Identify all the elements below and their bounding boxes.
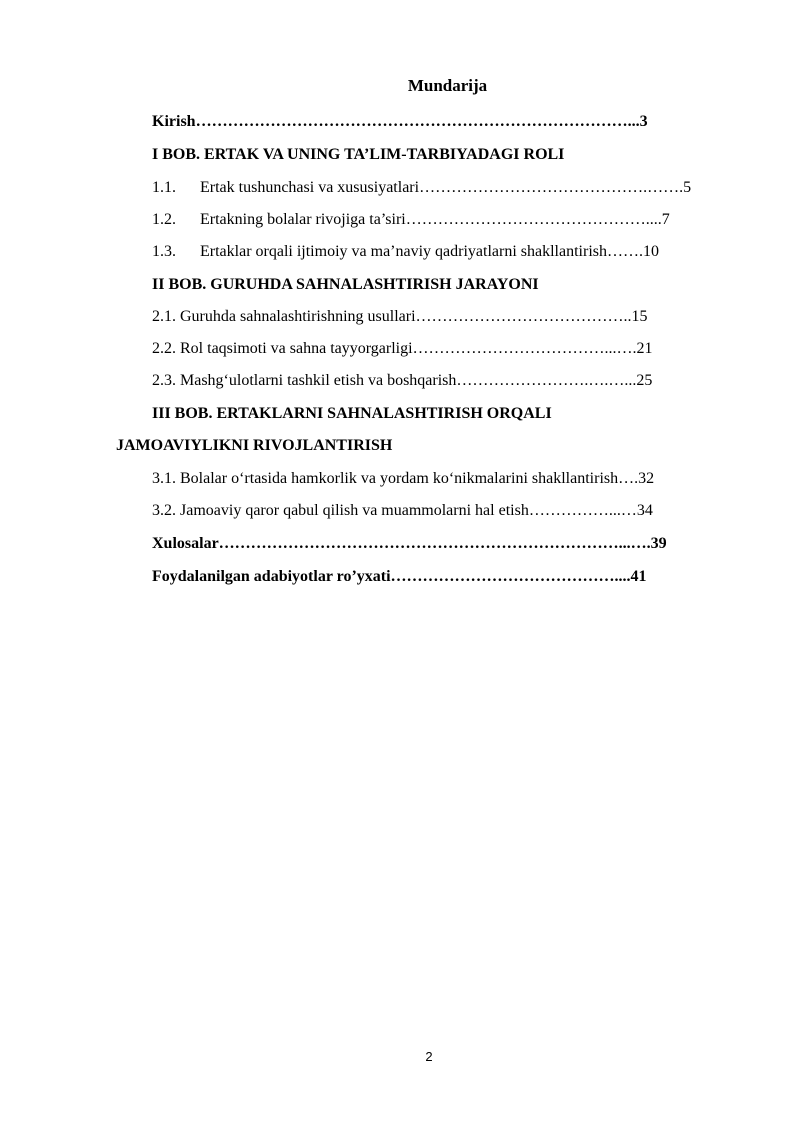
toc-chapter-1-heading: I BOB. ERTAK VA UNING TA’LIM-TARBIYADAGI ROLI (152, 146, 565, 163)
toc-entry-1-2 (152, 210, 670, 230)
toc-entry-3-2: 3.2. Jamoaviy qaror qabul qilish va muammolarni hal etish……………...…34 (152, 502, 653, 519)
toc-entry-text: Ertaklar orqali ijtimoiy va ma’naviy qadriyatlarni shakllantirish…….10 (200, 243, 659, 260)
toc-chapter-3-heading-line1: III BOB. ERTAKLARNI SAHNALASHTIRISH ORQALI (152, 405, 552, 422)
page-number: 2 (425, 1049, 433, 1064)
toc-chapter-2-heading: II BOB. GURUHDA SAHNALASHTIRISH JARAYONI (152, 276, 539, 293)
toc-entry-2-3: 2.3. Mashg‘ulotlarni tashkil etish va boshqarish…………………….….…...25 (152, 372, 653, 389)
toc-entry-number: 1.2. (152, 211, 176, 228)
toc-title: Mundarija (407, 76, 488, 95)
toc-entry-text: Ertak tushunchasi va xususiyatlari…………………………………….…….5 (200, 179, 692, 196)
toc-entry-adabiyotlar: Foydalanilgan adabiyotlar ro’yxati……………………………………....41 (152, 568, 647, 585)
toc-entry-text: Ertakning bolalar rivojiga ta’siri………………………………………....7 (200, 211, 670, 228)
toc-entry-number: 1.1. (152, 179, 176, 196)
toc-chapter-3-heading-line2: JAMOAVIYLIKNI RIVOJLANTIRISH (116, 437, 393, 454)
toc-entry-3-1: 3.1. Bolalar o‘rtasida hamkorlik va yordam ko‘nikmalarini shakllantirish….32 (152, 470, 655, 487)
toc-entry-2-1: 2.1. Guruhda sahnalashtirishning usullari…………………………………..15 (152, 308, 648, 325)
toc-entry-kirish: Kirish………………………………………………………………………...3 (152, 113, 648, 130)
toc-entry-number: 1.3. (152, 243, 176, 260)
toc-entry-1-1 (152, 178, 691, 198)
toc-entry-2-2: 2.2. Rol taqsimoti va sahna tayyorgarligi………………………………...….21 (152, 340, 653, 357)
toc-entry-xulosalar: Xulosalar…………………………………………………………………...….39 (152, 535, 667, 552)
toc-entry-1-3 (152, 242, 659, 262)
